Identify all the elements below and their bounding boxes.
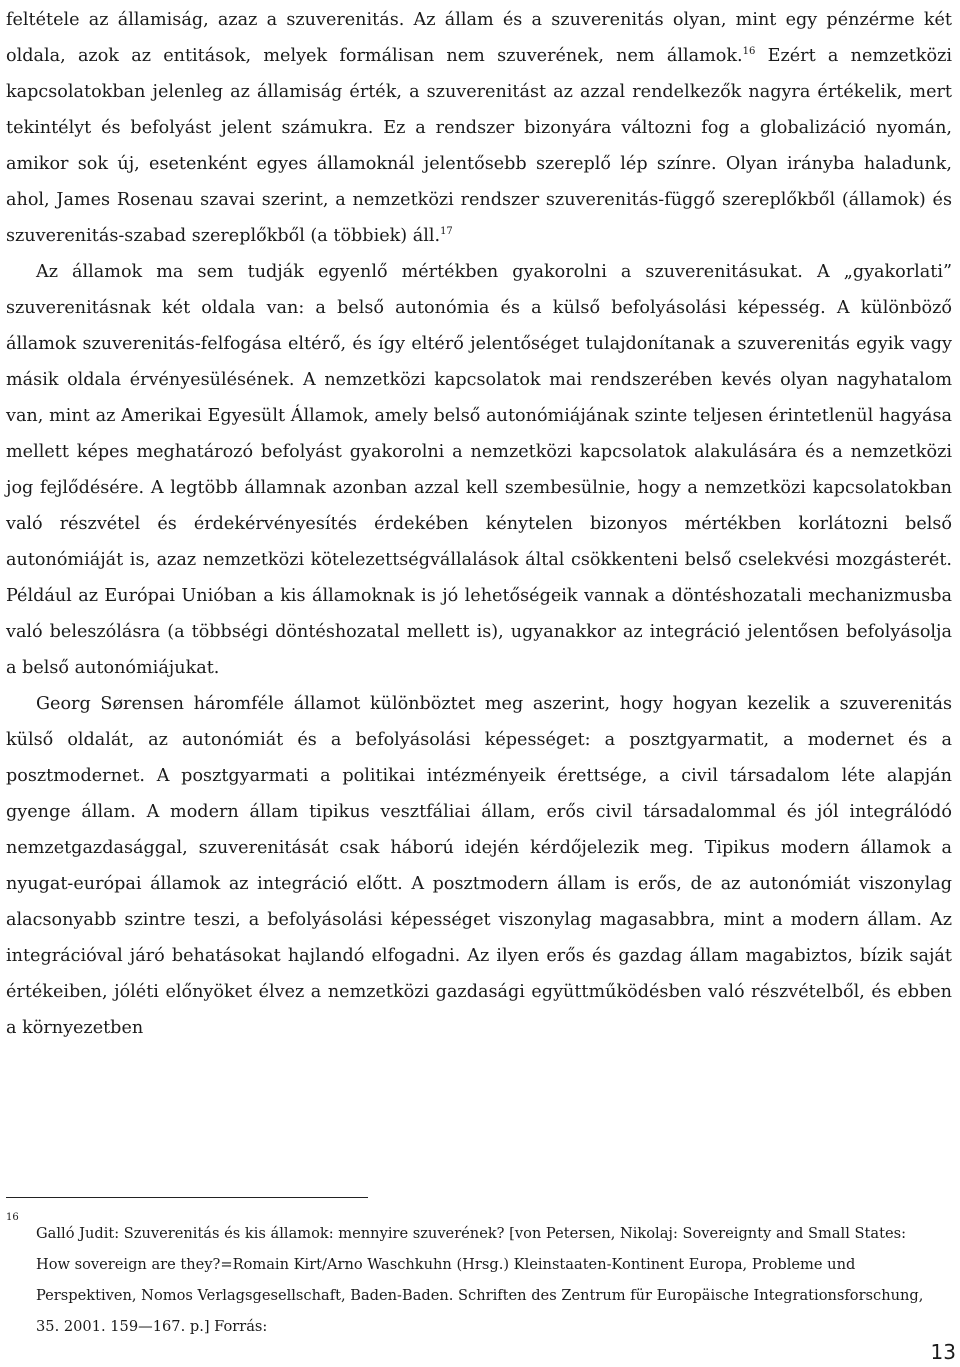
footnote-number: 16 xyxy=(6,1212,19,1223)
footnote-reference-17[interactable]: 17 xyxy=(440,226,453,238)
page-number: 13 xyxy=(930,1340,956,1364)
footnote-separator xyxy=(6,1197,368,1198)
footnote-16 xyxy=(6,1212,926,1342)
footnote-text: Galló Judit: Szuverenitás és kis államok: mennyire szuverének? [von Petersen, Nikolaj: Sovereignty and Small States: How sovereign are they?=Romain Kirt/Arno Waschkuhn (Hrsg.) Kleinstaaten-Kontinent Europa, Probleme und Perspektiven, Nomos Verlagsgesellschaft, Baden-Baden. Schriften des Zentrum für Europäische Integrationsforschung, 35. 2001. 159—167. p.] Forrás: xyxy=(36,1225,924,1335)
paragraph-3: Georg Sørensen háromféle államot különböztet meg aszerint, hogy hogyan kezelik a szuverenitás külső oldalát, az autonómiát és a befolyásolási képességet: a posztgyarmatit, a modernet és a posztmodernet. A posztgyarmati a politikai intézményeik érettsége, a civil társadalom léte alapján gyenge állam. A modern állam tipikus vesztfáliai állam, erős civil társadalommal és jól integrálódó nemzetgazdasággal, szuverenitását csak háború idején kérdőjelezik meg. Tipikus modern államok a nyugat-európai államok az integráció előtt. A posztmodern állam is erős, de az autonómiát viszonylag alacsonyabb szintre teszi, a befolyásolási képességet viszonylag magasabbra, mint a modern állam. Az integrációval járó behatásokat hajlandó elfogadni. Az ilyen erős és gazdag állam magabiztos, bízik saját értékeiben, jóléti előnyöket élvez a nemzetközi gazdasági együttműködésben való részvételből, és ebben a környezetben xyxy=(6,694,952,1038)
paragraph-1 xyxy=(6,2,952,254)
document-page xyxy=(6,0,952,1046)
body-text xyxy=(6,2,952,1046)
paragraph-2: Az államok ma sem tudják egyenlő mértékben gyakorolni a szuverenitásukat. A „gyakorlati” szuverenitásnak két oldala van: a belső autonómia és a külső befolyásolási képesség. A különböző államok szuverenitás-felfogása eltérő, és így eltérő jelentőséget tulajdonítanak a szuverenitás egyik vagy másik oldala érvényesülésének. A nemzetközi kapcsolatok mai rendszerében kevés olyan nagyhatalom van, mint az Amerikai Egyesült Államok, amely belső autonómiájának szinte teljesen érintetlenül hagyása mellett képes meghatározó befolyást gyakorolni a nemzetközi kapcsolatok alakulására és a nemzetközi jog fejlődésére. A legtöbb államnak azonban azzal kell szembesülnie, hogy a nemzetközi kapcsolatokban való részvétel és érdekérvényesítés érdekében kénytelen bizonyos mértékben korlátozni belső autonómiáját is, azaz nemzetközi kötelezettségvállalások által csökkenteni belső cselekvési mozgásterét. Például az Európai Unióban a kis államoknak is jó lehetőségeik vannak a döntéshozatali mechanizmusba való beleszólásra (a többségi döntéshozatal mellett is), ugyanakkor az integráció jelentősen befolyásolja a belső autonómiájukat. xyxy=(6,262,952,678)
paragraph-1-part-b: Ezért a nemzetközi kapcsolatokban jelenleg az államiság érték, a szuverenitást az azzal rendelkezők nagyra értékelik, mert tekintélyt és befolyást jelent számukra. Ez a rendszer bizonyára változni fog a globalizáció nyomán, amikor sok új, esetenként egyes államoknál jelentősebb szereplő lép színre. Olyan irányba haladunk, ahol, James Rosenau szavai szerint, a nemzetközi rendszer szuverenitás-függő szereplőkből (államok) és szuverenitás-szabad szereplőkből (a többiek) áll. xyxy=(6,46,952,246)
paragraph-1-part-a: feltétele az államiság, azaz a szuverenitás. Az állam és a szuverenitás olyan, mint egy pénzérme két oldala, azok az entitások, melyek formálisan nem szuverének, nem államok. xyxy=(6,10,952,66)
footnote-reference-16[interactable]: 16 xyxy=(742,46,756,58)
